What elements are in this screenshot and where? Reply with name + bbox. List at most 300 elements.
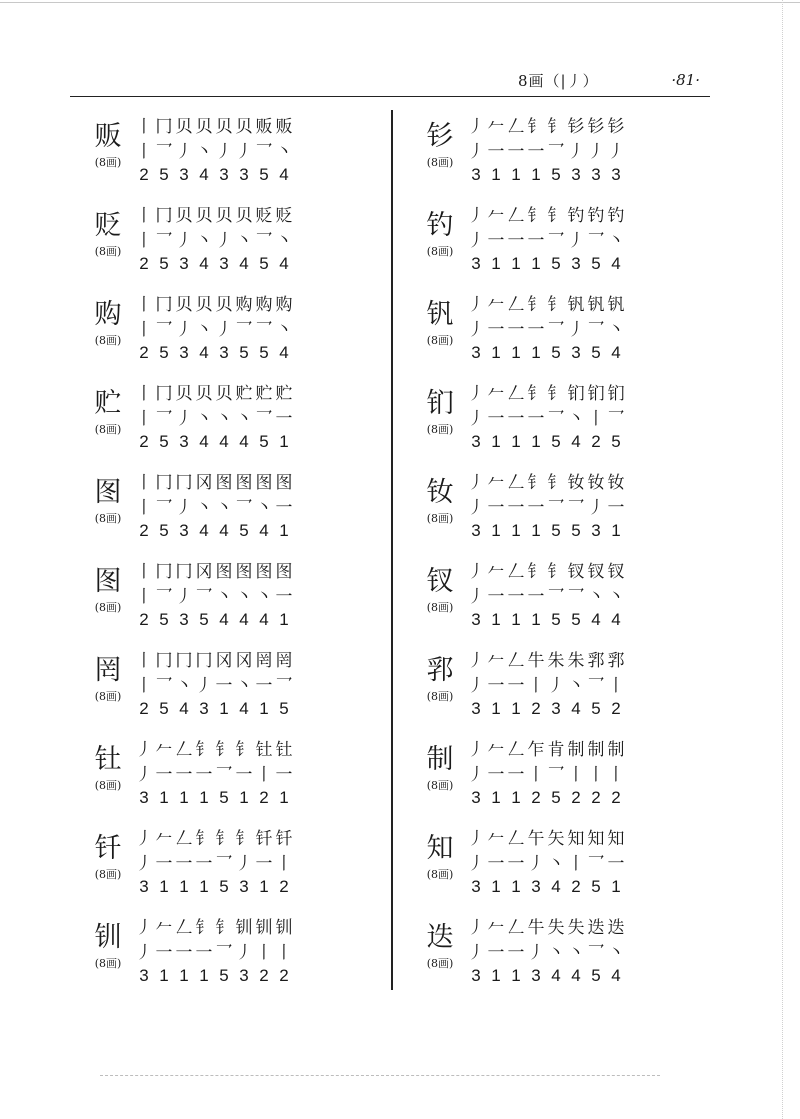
stroke-glyph: 一	[275, 409, 293, 429]
stroke-glyph: 丶	[607, 943, 625, 963]
stroke-glyph: 乛	[547, 320, 565, 340]
stroke-number: 5	[591, 699, 601, 718]
stroke-numbers	[466, 431, 626, 453]
stroke-numbers	[134, 876, 294, 898]
stroke-build-sequence	[466, 205, 626, 227]
stroke-count: (8画)	[426, 512, 454, 525]
stroke-number: 5	[219, 966, 229, 985]
stroke-glyph: 丶	[607, 320, 625, 340]
stroke-glyph: 𠃋	[507, 562, 525, 582]
char-entry	[78, 553, 378, 642]
stroke-number: 3	[239, 966, 249, 985]
top-edge-rule	[0, 2, 800, 3]
stroke-build-sequence	[134, 116, 294, 138]
stroke-glyph: 钐	[567, 117, 585, 137]
stroke-count: (8画)	[426, 690, 454, 703]
stroke-glyph: 购	[255, 295, 273, 315]
stroke-glyph: 乛	[547, 498, 565, 518]
stroke-glyph: 冂	[155, 473, 173, 493]
stroke-glyph: 迭	[607, 918, 625, 938]
stroke-number: 1	[279, 610, 289, 629]
character: 图	[94, 566, 122, 597]
right-column	[410, 108, 710, 998]
stroke-glyph: 丿	[467, 473, 485, 493]
char-entry	[410, 464, 710, 553]
stroke-glyph: 朱	[547, 651, 565, 671]
stroke-glyph: 一	[507, 498, 525, 518]
stroke-glyph: 钓	[587, 206, 605, 226]
stroke-number: 1	[491, 966, 501, 985]
stroke-glyph: 冈	[215, 651, 233, 671]
stroke-glyph: 𠂉	[487, 117, 505, 137]
stroke-number: 2	[139, 699, 149, 718]
character: 钏	[94, 922, 122, 953]
stroke-glyph: 丿	[215, 231, 233, 251]
stroke-number: 5	[551, 165, 561, 184]
stroke-number: 1	[531, 343, 541, 362]
stroke-glyph: 丿	[135, 829, 153, 849]
stroke-glyph: 乛	[155, 498, 173, 518]
stroke-count: (8画)	[426, 868, 454, 881]
stroke-glyph: 一	[195, 854, 213, 874]
stroke-number: 1	[159, 788, 169, 807]
stroke-numbers	[466, 253, 626, 275]
stroke-glyph: 乛	[275, 676, 293, 696]
stroke-glyph: 丨	[275, 854, 293, 874]
stroke-number: 5	[591, 343, 601, 362]
stroke-number: 4	[611, 966, 621, 985]
stroke-glyph: 钗	[567, 562, 585, 582]
stroke-numbers	[466, 520, 626, 542]
stroke-glyph: 𠂉	[487, 562, 505, 582]
stroke-number: 4	[199, 521, 209, 540]
stroke-glyph: 贝	[175, 295, 193, 315]
stroke-glyph: 乛	[255, 409, 273, 429]
stroke-number: 2	[611, 699, 621, 718]
stroke-glyph: 丶	[235, 409, 253, 429]
stroke-number: 5	[259, 165, 269, 184]
stroke-glyph: 一	[607, 498, 625, 518]
stroke-glyph: 一	[275, 587, 293, 607]
character: 钕	[426, 477, 454, 508]
stroke-glyph: 丨	[607, 676, 625, 696]
stroke-glyph: 丿	[175, 587, 193, 607]
stroke-glyph: 贬	[275, 206, 293, 226]
stroke-glyph: 乛	[607, 409, 625, 429]
stroke-shapes	[134, 853, 294, 875]
stroke-glyph: 𠃋	[175, 918, 193, 938]
stroke-glyph: 丨	[135, 295, 153, 315]
stroke-number: 3	[219, 165, 229, 184]
stroke-number: 3	[471, 165, 481, 184]
stroke-glyph: 钅	[215, 740, 233, 760]
stroke-number: 1	[491, 165, 501, 184]
stroke-number: 5	[551, 254, 561, 273]
stroke-glyph: 冂	[175, 562, 193, 582]
character: 罔	[94, 655, 122, 686]
stroke-build-sequence	[134, 650, 294, 672]
stroke-glyph: 一	[487, 320, 505, 340]
stroke-glyph: 冂	[175, 473, 193, 493]
stroke-glyph: 钗	[607, 562, 625, 582]
stroke-glyph: 贝	[215, 206, 233, 226]
stroke-glyph: 乛	[155, 231, 173, 251]
stroke-glyph: 冈	[195, 562, 213, 582]
stroke-number: 4	[219, 432, 229, 451]
stroke-number: 1	[511, 254, 521, 273]
stroke-glyph: 丿	[467, 943, 485, 963]
stroke-glyph: 丶	[175, 676, 193, 696]
stroke-number: 4	[199, 432, 209, 451]
stroke-shapes	[134, 408, 294, 430]
stroke-build-sequence	[134, 561, 294, 583]
stroke-glyph: 乛	[195, 587, 213, 607]
stroke-glyph: 一	[487, 231, 505, 251]
stroke-glyph: 𠃋	[175, 829, 193, 849]
stroke-glyph: 丿	[175, 142, 193, 162]
stroke-number: 2	[279, 877, 289, 896]
stroke-glyph: 丨	[135, 562, 153, 582]
stroke-glyph: 乛	[155, 587, 173, 607]
stroke-glyph: 钏	[275, 918, 293, 938]
stroke-glyph: 𠃋	[507, 206, 525, 226]
stroke-glyph: 丶	[567, 943, 585, 963]
stroke-number: 3	[179, 254, 189, 273]
stroke-glyph: 罔	[255, 651, 273, 671]
stroke-glyph: 𠂉	[487, 295, 505, 315]
stroke-glyph: 丶	[567, 409, 585, 429]
stroke-glyph: 丿	[135, 740, 153, 760]
stroke-number: 1	[179, 966, 189, 985]
stroke-count: (8画)	[426, 423, 454, 436]
stroke-glyph: 乛	[547, 142, 565, 162]
stroke-glyph: 一	[175, 765, 193, 785]
stroke-glyph: 一	[527, 498, 545, 518]
stroke-glyph: 𠂉	[487, 206, 505, 226]
stroke-glyph: 知	[607, 829, 625, 849]
stroke-glyph: 丶	[275, 320, 293, 340]
stroke-build-sequence	[134, 739, 294, 761]
stroke-glyph: 贝	[235, 117, 253, 137]
stroke-numbers	[134, 520, 294, 542]
stroke-glyph: 乛	[155, 320, 173, 340]
stroke-shapes	[466, 230, 626, 252]
stroke-glyph: 钒	[607, 295, 625, 315]
stroke-glyph: 𠂉	[155, 740, 173, 760]
stroke-glyph: 钎	[275, 829, 293, 849]
stroke-numbers	[466, 164, 626, 186]
stroke-glyph: 钒	[567, 295, 585, 315]
character: 知	[426, 833, 454, 864]
stroke-number: 3	[179, 343, 189, 362]
stroke-number: 5	[591, 254, 601, 273]
stroke-glyph: 丶	[215, 498, 233, 518]
stroke-glyph: 一	[215, 676, 233, 696]
stroke-glyph: 丶	[235, 676, 253, 696]
stroke-build-sequence	[466, 472, 626, 494]
stroke-glyph: 一	[507, 854, 525, 874]
stroke-glyph: 一	[487, 765, 505, 785]
char-entry	[78, 909, 378, 998]
stroke-glyph: 乛	[587, 320, 605, 340]
char-entry	[410, 375, 710, 464]
stroke-number: 5	[259, 432, 269, 451]
stroke-glyph: 丿	[467, 498, 485, 518]
stroke-number: 2	[139, 254, 149, 273]
stroke-number: 2	[279, 966, 289, 985]
stroke-glyph: 钐	[587, 117, 605, 137]
stroke-shapes	[134, 319, 294, 341]
stroke-glyph: 丶	[195, 498, 213, 518]
stroke-numbers	[134, 609, 294, 631]
stroke-number: 1	[491, 254, 501, 273]
stroke-glyph: 丿	[467, 740, 485, 760]
stroke-glyph: 丶	[587, 587, 605, 607]
stroke-glyph: 丶	[567, 676, 585, 696]
stroke-count: (8画)	[426, 779, 454, 792]
stroke-number: 4	[219, 610, 229, 629]
stroke-glyph: 一	[527, 231, 545, 251]
column-divider	[391, 110, 393, 990]
stroke-glyph: 牛	[527, 651, 545, 671]
stroke-number: 1	[491, 343, 501, 362]
stroke-glyph: 钅	[527, 117, 545, 137]
stroke-glyph: 图	[255, 562, 273, 582]
stroke-number: 5	[259, 254, 269, 273]
stroke-glyph: 丨	[135, 651, 153, 671]
stroke-glyph: 贝	[215, 384, 233, 404]
stroke-glyph: 丿	[467, 829, 485, 849]
stroke-shapes	[466, 497, 626, 519]
stroke-number: 4	[279, 343, 289, 362]
stroke-glyph: 丿	[467, 651, 485, 671]
stroke-number: 3	[471, 254, 481, 273]
header-rule	[70, 96, 710, 97]
stroke-glyph: 乛	[587, 676, 605, 696]
stroke-count: (8画)	[94, 512, 122, 525]
stroke-glyph: 丿	[467, 117, 485, 137]
stroke-shapes	[134, 675, 294, 697]
stroke-glyph: 贮	[275, 384, 293, 404]
stroke-glyph: 冈	[195, 473, 213, 493]
stroke-glyph: 一	[175, 854, 193, 874]
stroke-glyph: 一	[487, 409, 505, 429]
stroke-build-sequence	[466, 383, 626, 405]
char-entry	[78, 375, 378, 464]
stroke-glyph: 钕	[607, 473, 625, 493]
stroke-count: (8画)	[94, 690, 122, 703]
stroke-glyph: 乛	[235, 498, 253, 518]
stroke-glyph: 丨	[135, 587, 153, 607]
stroke-number: 3	[611, 165, 621, 184]
stroke-glyph: 丿	[175, 498, 193, 518]
stroke-number: 2	[139, 610, 149, 629]
stroke-glyph: 𠂉	[155, 829, 173, 849]
stroke-numbers	[466, 965, 626, 987]
stroke-glyph: 一	[487, 498, 505, 518]
stroke-number: 3	[179, 610, 189, 629]
stroke-glyph: 一	[507, 765, 525, 785]
stroke-glyph: 乛	[215, 943, 233, 963]
stroke-glyph: 一	[487, 943, 505, 963]
stroke-glyph: 钅	[235, 829, 253, 849]
stroke-glyph: 丨	[527, 676, 545, 696]
stroke-shapes	[134, 497, 294, 519]
stroke-glyph: 丿	[135, 765, 153, 785]
stroke-number: 5	[591, 877, 601, 896]
stroke-number: 5	[219, 788, 229, 807]
stroke-glyph: 丿	[467, 854, 485, 874]
stroke-glyph: 丶	[275, 142, 293, 162]
stroke-glyph: 丨	[255, 943, 273, 963]
stroke-number: 1	[491, 699, 501, 718]
stroke-glyph: 一	[275, 765, 293, 785]
character: 制	[426, 744, 454, 775]
stroke-glyph: 乛	[567, 498, 585, 518]
stroke-glyph: 贩	[275, 117, 293, 137]
stroke-glyph: 丨	[135, 384, 153, 404]
stroke-build-sequence	[466, 650, 626, 672]
stroke-glyph: 图	[215, 473, 233, 493]
stroke-glyph: 𠃋	[507, 384, 525, 404]
stroke-number: 2	[591, 432, 601, 451]
stroke-numbers	[134, 698, 294, 720]
stroke-glyph: 丨	[567, 854, 585, 874]
stroke-number: 1	[279, 521, 289, 540]
stroke-number: 5	[159, 343, 169, 362]
stroke-glyph: 丶	[235, 587, 253, 607]
stroke-glyph: 丿	[215, 320, 233, 340]
stroke-shapes	[134, 942, 294, 964]
stroke-glyph: 一	[527, 320, 545, 340]
stroke-glyph: 图	[275, 473, 293, 493]
section-title: 8画（|丿）	[518, 71, 599, 90]
stroke-glyph: 钅	[215, 829, 233, 849]
stroke-glyph: 矢	[547, 829, 565, 849]
stroke-shapes	[466, 319, 626, 341]
stroke-glyph: 知	[587, 829, 605, 849]
char-entry	[78, 642, 378, 731]
char-entry	[78, 731, 378, 820]
stroke-glyph: 一	[507, 142, 525, 162]
stroke-number: 1	[199, 966, 209, 985]
stroke-number: 1	[511, 788, 521, 807]
character: 钓	[426, 210, 454, 241]
stroke-number: 2	[571, 788, 581, 807]
stroke-glyph: 一	[487, 142, 505, 162]
stroke-count: (8画)	[94, 156, 122, 169]
stroke-number: 3	[531, 966, 541, 985]
stroke-glyph: 贮	[255, 384, 273, 404]
stroke-number: 3	[471, 521, 481, 540]
stroke-glyph: 乛	[547, 587, 565, 607]
character: 贮	[94, 388, 122, 419]
stroke-glyph: 一	[507, 409, 525, 429]
stroke-glyph: 𠃋	[507, 918, 525, 938]
char-entry	[410, 909, 710, 998]
stroke-glyph: 丨	[135, 231, 153, 251]
stroke-glyph: 迭	[587, 918, 605, 938]
stroke-number: 4	[279, 165, 289, 184]
stroke-number: 3	[139, 788, 149, 807]
character: 贩	[94, 121, 122, 152]
stroke-glyph: 钅	[527, 295, 545, 315]
stroke-number: 3	[471, 877, 481, 896]
stroke-glyph: 乛	[215, 765, 233, 785]
stroke-glyph: 丿	[467, 409, 485, 429]
stroke-glyph: 钅	[547, 117, 565, 137]
stroke-glyph: 丨	[135, 498, 153, 518]
stroke-numbers	[466, 787, 626, 809]
stroke-numbers	[134, 342, 294, 364]
stroke-glyph: 丨	[527, 765, 545, 785]
stroke-glyph: 朱	[567, 651, 585, 671]
stroke-glyph: 钅	[527, 562, 545, 582]
stroke-build-sequence	[466, 828, 626, 850]
bottom-rule	[100, 1075, 660, 1076]
character: 购	[94, 299, 122, 330]
stroke-glyph: 钏	[255, 918, 273, 938]
stroke-glyph: 冂	[155, 651, 173, 671]
page-header	[400, 68, 700, 92]
stroke-glyph: 贮	[235, 384, 253, 404]
stroke-build-sequence	[466, 739, 626, 761]
stroke-glyph: 丶	[195, 409, 213, 429]
stroke-number: 4	[199, 254, 209, 273]
stroke-glyph: 制	[607, 740, 625, 760]
stroke-glyph: 丿	[175, 409, 193, 429]
stroke-number: 5	[551, 788, 561, 807]
stroke-glyph: 一	[507, 943, 525, 963]
stroke-glyph: 钅	[195, 829, 213, 849]
char-entry	[78, 464, 378, 553]
stroke-glyph: 冂	[195, 651, 213, 671]
stroke-number: 1	[511, 521, 521, 540]
stroke-number: 2	[139, 165, 149, 184]
stroke-number: 3	[139, 877, 149, 896]
character: 钐	[426, 121, 454, 152]
stroke-glyph: 𠃋	[507, 829, 525, 849]
stroke-glyph: 𠂉	[487, 384, 505, 404]
stroke-glyph: 丨	[135, 409, 153, 429]
stroke-number: 4	[591, 610, 601, 629]
stroke-glyph: 冈	[235, 651, 253, 671]
stroke-glyph: 一	[607, 854, 625, 874]
stroke-glyph: 钗	[587, 562, 605, 582]
character: 图	[94, 477, 122, 508]
stroke-glyph: 钏	[235, 918, 253, 938]
stroke-glyph: 丶	[547, 854, 565, 874]
stroke-glyph: 钓	[607, 206, 625, 226]
stroke-glyph: 钔	[567, 384, 585, 404]
stroke-glyph: 丨	[135, 320, 153, 340]
stroke-number: 2	[591, 788, 601, 807]
stroke-glyph: 钔	[587, 384, 605, 404]
stroke-glyph: 贝	[195, 295, 213, 315]
stroke-glyph: 𠂉	[487, 651, 505, 671]
character: 钍	[94, 744, 122, 775]
stroke-glyph: 乛	[255, 231, 273, 251]
stroke-number: 5	[551, 521, 561, 540]
stroke-number: 1	[259, 877, 269, 896]
stroke-number: 2	[531, 788, 541, 807]
stroke-glyph: 牛	[527, 918, 545, 938]
stroke-number: 2	[139, 521, 149, 540]
char-entry	[78, 197, 378, 286]
stroke-shapes	[134, 141, 294, 163]
stroke-glyph: 钅	[547, 562, 565, 582]
stroke-number: 1	[159, 877, 169, 896]
